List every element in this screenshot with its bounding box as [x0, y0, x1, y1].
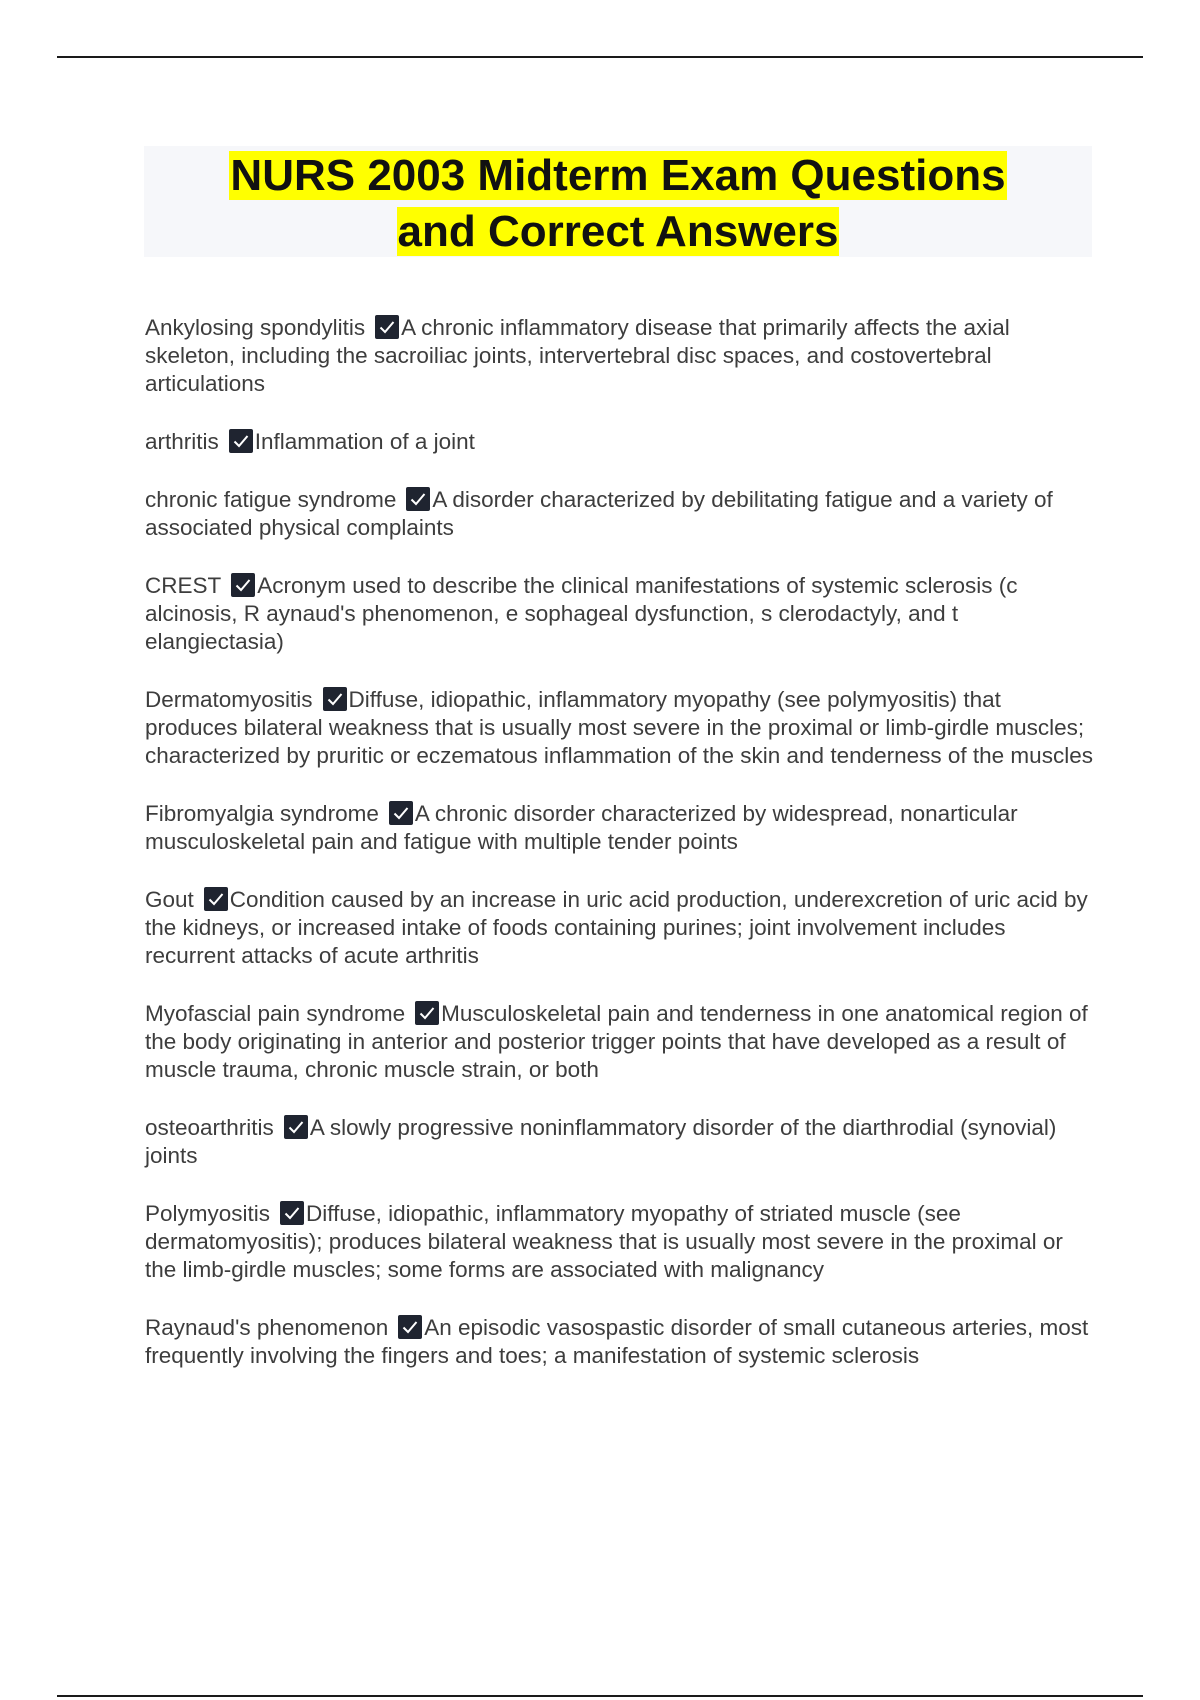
qa-entry	[145, 1200, 1093, 1284]
term: CREST	[145, 573, 222, 598]
definition: Diffuse, idiopathic, inflammatory myopathy (see polymyositis) that produces bilateral weakness that is usually most severe in the proximal or limb-girdle muscles; characterized by pruritic or eczematous inflammation of the skin and tenderness of the muscles	[145, 687, 1093, 768]
definition: Musculoskeletal pain and tenderness in one anatomical region of the body originating in anterior and posterior trigger points that have developed as a result of muscle trauma, chronic muscle strain, or both	[145, 1001, 1088, 1082]
title-line-1: NURS 2003 Midterm Exam Questions	[230, 151, 1006, 200]
check-mark-icon	[280, 1201, 304, 1225]
qa-entry	[145, 1314, 1093, 1370]
definition: A disorder characterized by debilitating fatigue and a variety of associated physical complaints	[145, 487, 1053, 540]
bottom-rule	[57, 1695, 1143, 1697]
page-title	[144, 148, 1092, 260]
qa-entry	[145, 572, 1093, 656]
term: Myofascial pain syndrome	[145, 1001, 406, 1026]
term: arthritis	[145, 429, 219, 454]
check-mark-icon	[398, 1315, 422, 1339]
check-mark-icon	[389, 801, 413, 825]
definition: Diffuse, idiopathic, inflammatory myopathy of striated muscle (see dermatomyositis); produces bilateral weakness that is usually most severe in the proximal or the limb-girdle muscles; some forms are associated with malignancy	[145, 1201, 1063, 1282]
term: Ankylosing spondylitis	[145, 315, 366, 340]
title-line-2: and Correct Answers	[397, 207, 839, 256]
check-mark-icon	[229, 429, 253, 453]
qa-entry	[145, 486, 1093, 542]
definition: Acronym used to describe the clinical manifestations of systemic sclerosis (c alcinosis, R aynaud's phenomenon, e sophageal dysfunction, s clerodactyly, and t elangiectasia)	[145, 573, 1018, 654]
check-mark-icon	[406, 487, 430, 511]
term: Gout	[145, 887, 194, 912]
term: Dermatomyositis	[145, 687, 313, 712]
qa-list	[145, 314, 1093, 1400]
qa-entry	[145, 314, 1093, 398]
definition: A chronic inflammatory disease that primarily affects the axial skeleton, including the sacroiliac joints, intervertebral disc spaces, and costovertebral articulations	[145, 315, 1010, 396]
definition: An episodic vasospastic disorder of small cutaneous arteries, most frequently involving the fingers and toes; a manifestation of systemic sclerosis	[145, 1315, 1089, 1368]
title-banner	[144, 146, 1092, 257]
check-mark-icon	[375, 315, 399, 339]
check-mark-icon	[231, 573, 255, 597]
term: Raynaud's phenomenon	[145, 1315, 389, 1340]
qa-entry	[145, 428, 1093, 456]
term: Polymyositis	[145, 1201, 271, 1226]
definition: Condition caused by an increase in uric acid production, underexcretion of uric acid by the kidneys, or increased intake of foods containing purines; joint involvement includes recurrent attacks of acute arthritis	[145, 887, 1088, 968]
check-mark-icon	[415, 1001, 439, 1025]
check-mark-icon	[323, 687, 347, 711]
check-mark-icon	[204, 887, 228, 911]
qa-entry	[145, 1000, 1093, 1084]
top-rule	[57, 56, 1143, 58]
term: Fibromyalgia syndrome	[145, 801, 379, 826]
qa-entry	[145, 886, 1093, 970]
definition: A slowly progressive noninflammatory disorder of the diarthrodial (synovial) joints	[145, 1115, 1057, 1168]
definition: Inflammation of a joint	[254, 429, 475, 454]
qa-entry	[145, 686, 1093, 770]
term: osteoarthritis	[145, 1115, 274, 1140]
check-mark-icon	[284, 1115, 308, 1139]
qa-entry	[145, 800, 1093, 856]
definition: A chronic disorder characterized by widespread, nonarticular musculoskeletal pain and fatigue with multiple tender points	[145, 801, 1018, 854]
term: chronic fatigue syndrome	[145, 487, 397, 512]
qa-entry	[145, 1114, 1093, 1170]
